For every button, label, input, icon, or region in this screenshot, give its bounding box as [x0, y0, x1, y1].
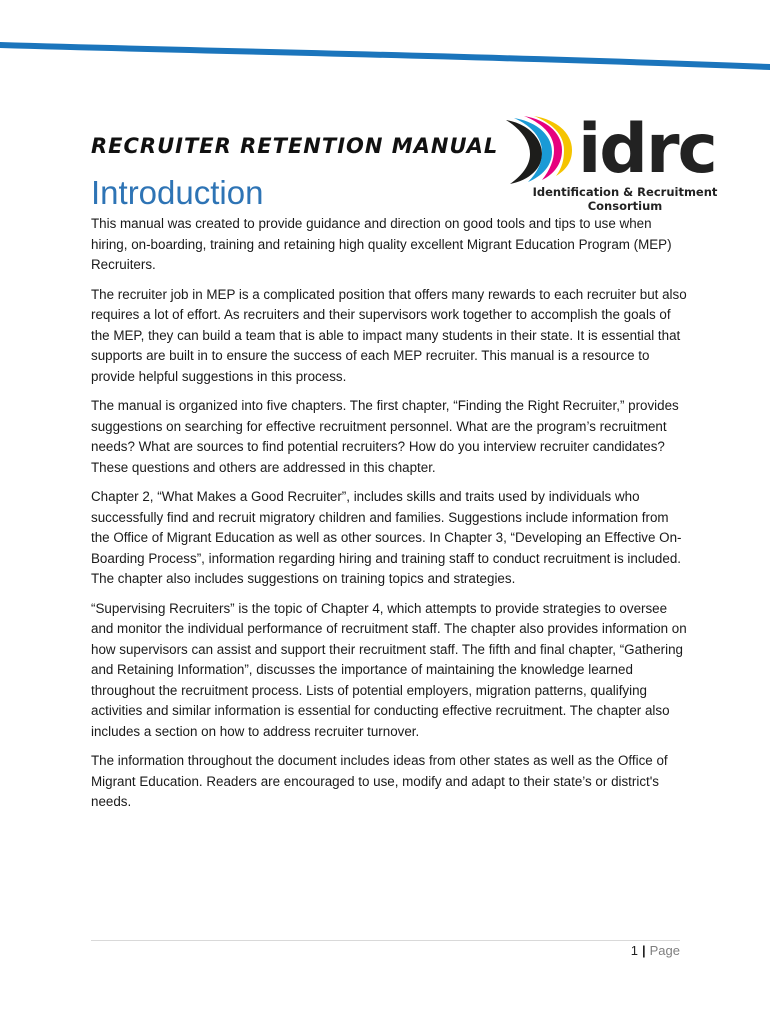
logo-subtitle	[530, 185, 720, 213]
paragraph: Chapter 2, “What Makes a Good Recruiter”, includes skills and traits used by individuals who successfully find and recruit migratory children and families. Suggestions include information from the Office of Migrant Education as well as other sources. In Chapter 3, “Developing an Effective On-Boarding Process”, information regarding hiring and training staff to conduct recruitment is included. The chapter also includes suggestions on training topics and strategies.	[91, 489, 682, 586]
paragraph: The manual is organized into five chapters. The first chapter, “Finding the Right Recruiter,” provides suggestions on searching for effective recruitment personnel. What are the program’s recruitment needs? What are sources to find potential recruiters? How do you interview recruiter candidates? These questions and others are addressed in this chapter.	[91, 398, 679, 475]
body-text	[91, 214, 687, 822]
paragraph: The information throughout the document includes ideas from other states as well as the Office of Migrant Education. Readers are encouraged to use, modify and adapt to their state’s or district's needs.	[91, 753, 668, 809]
page-footer	[631, 943, 680, 958]
footer-divider	[91, 940, 680, 941]
header-swoosh	[0, 0, 770, 80]
logo-wordmark: idrc	[578, 110, 716, 189]
paragraph: This manual was created to provide guidance and direction on good tools and tips to use when hiring, on-boarding, training and retaining high quality excellent Migrant Education Program (MEP) Recruiters.	[91, 216, 672, 272]
logo-subtitle-line2: Consortium	[587, 199, 663, 213]
page-number: 1	[630, 943, 638, 958]
document-title: RECRUITER RETENTION MANUAL	[91, 134, 499, 158]
logo-subtitle-line1: Identification & Recruitment	[532, 185, 718, 199]
idrc-logo-mark-icon	[500, 110, 580, 190]
footer-separator: |	[641, 943, 646, 958]
page-label: Page	[649, 943, 680, 958]
paragraph: The recruiter job in MEP is a complicated position that offers many rewards to each recruiter but also requires a lot of effort. As recruiters and their supervisors work together to accomplish the goals of the MEP, they can build a team that is able to impact many students in their state. It is essential that supports are built in to ensure the success of each MEP recruiter. This manual is a resource to provide helpful suggestions in this process.	[91, 286, 687, 384]
idrc-logo	[500, 110, 730, 216]
section-heading: Introduction	[91, 174, 264, 211]
paragraph: “Supervising Recruiters” is the topic of Chapter 4, which attempts to provide strategies to oversee and monitor the individual performance of recruitment staff. The chapter also provides information on how supervisors can assist and support their recruitment staff. The fifth and final chapter, “Gathering and Retaining Information”, discusses the importance of maintaining the knowledge learned throughout the recruitment process. Lists of potential employers, migration patterns, qualifying activities and similar information is essential for conducting effective recruitment. The chapter also includes a section on how to address recruiter turnover.	[91, 600, 687, 739]
